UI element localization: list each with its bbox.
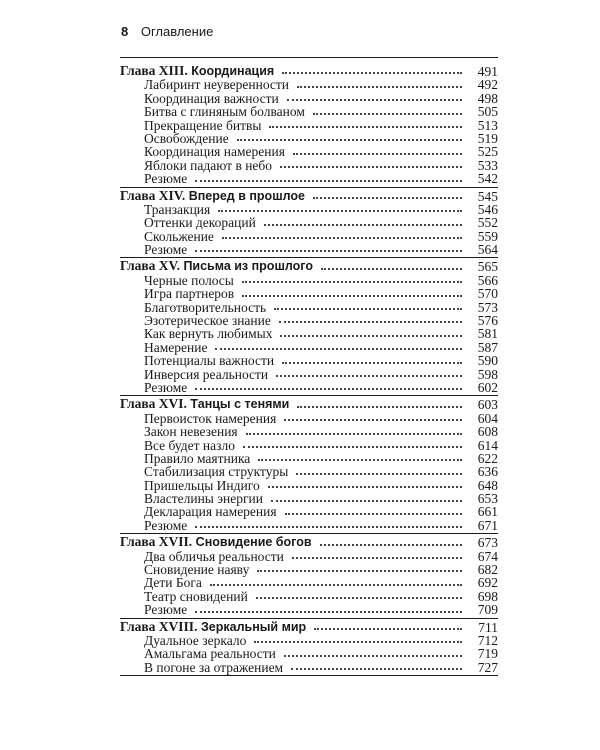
dot-leader [279,321,462,323]
dot-leader [268,486,462,488]
section-entry[interactable] [120,341,498,354]
section-title: Намерение [144,339,208,355]
dot-leader [285,513,462,515]
dot-leader [257,570,462,572]
section-entry[interactable] [120,479,498,492]
chapter-entry[interactable] [120,618,498,635]
section-page-number: 602 [477,379,498,395]
dot-leader [254,641,462,643]
chapter-page-number: 711 [478,619,498,635]
section-entry[interactable] [120,647,498,660]
section-entry[interactable] [120,550,498,563]
section-page-number: 622 [477,450,498,466]
section-entry[interactable] [120,119,498,132]
section-page-number: 570 [477,286,498,302]
chapter-heading [120,535,312,549]
section-title: Лабиринт неуверенности [144,77,290,93]
section-title: Пришельцы Индиго [144,477,260,493]
dot-leader [258,459,462,461]
section-page-number: 564 [477,242,498,258]
section-page-number: 598 [477,366,498,382]
section-title: Два обличья реальности [144,548,284,564]
section-title: Дети Бога [144,575,202,591]
section-title: Декларация намерения [144,504,277,520]
dot-leader [242,295,462,297]
chapter-title: Сновидение богов [195,535,312,550]
section-page-number: 519 [477,130,498,146]
chapter-title: Письма из прошлого [183,259,313,274]
section-page-number: 498 [477,90,498,106]
section-entry[interactable] [120,327,498,340]
chapter-title: Вперед в прошлое [188,188,305,203]
section-entry[interactable] [120,243,498,256]
section-entry[interactable] [120,314,498,327]
dot-leader [297,406,462,408]
section-title: Скольжение [144,228,214,244]
section-page-number: 712 [477,633,498,648]
dot-leader [313,113,462,115]
section-page-number: 492 [477,77,498,93]
chapter-label: Глава XVIII. [120,618,198,634]
section-entry[interactable] [120,230,498,243]
section-entry[interactable] [120,519,498,532]
section-title: Игра партнеров [144,286,235,302]
header-rule [120,57,498,58]
section-page-number: 505 [477,104,498,120]
dot-leader [195,526,462,528]
section-entry[interactable] [120,563,498,576]
section-entry[interactable] [120,159,498,172]
dot-leader [274,308,462,310]
chapter-page-number: 545 [477,188,498,204]
section-title: Дуальное зеркало [144,633,247,648]
dot-leader [280,166,462,168]
section-entry[interactable] [120,506,498,519]
chapter-entry[interactable] [120,260,498,273]
dot-leader [280,335,462,337]
dot-leader [237,139,462,141]
chapter-block [120,260,498,396]
section-title: Транзакция [144,201,211,217]
section-page-number: 576 [477,313,498,329]
section-page-number: 513 [477,117,498,133]
dot-leader [269,126,462,128]
section-entry[interactable] [120,590,498,603]
chapter-title: Зеркальный мир [200,619,307,634]
chapter-entry[interactable] [120,187,498,204]
section-title: Властелины энергии [144,491,263,507]
section-entry[interactable] [120,368,498,381]
section-title: Прекращение битвы [144,117,262,133]
section-title: Координация важности [144,90,279,106]
chapter-entry[interactable] [120,62,498,79]
dot-leader [243,446,462,448]
section-entry[interactable] [120,105,498,118]
section-title: Потенциалы важности [144,353,275,369]
section-entry[interactable] [120,274,498,287]
chapter-heading [120,397,289,411]
section-title: Стабилизация структуры [144,464,289,480]
section-title: Освобождение [144,130,229,146]
section-page-number: 661 [477,504,498,520]
section-entry[interactable] [120,301,498,314]
section-entry[interactable] [120,132,498,145]
section-title: Закон невезения [144,424,238,440]
dot-leader [242,281,462,283]
section-title: Благотворительность [144,299,267,315]
section-entry[interactable] [120,634,498,647]
section-title: Театр сновидений [144,588,248,604]
section-entry[interactable] [120,216,498,229]
section-entry[interactable] [120,661,498,674]
dot-leader [287,99,462,101]
dot-leader [264,224,462,226]
section-page-number: 581 [477,326,498,342]
dot-leader [282,362,462,364]
section-page-number: 573 [477,299,498,315]
chapter-heading [120,259,313,273]
dot-leader [292,557,462,559]
chapter-page-number: 491 [477,63,498,79]
section-page-number: 653 [477,491,498,507]
chapter-page-number: 673 [477,535,498,551]
section-page-number: 648 [477,477,498,493]
section-title: Резюме [144,242,188,258]
chapter-block [120,62,498,188]
chapter-block [120,187,498,259]
section-title: Все будет назло [144,437,235,453]
section-page-number: 698 [477,588,498,604]
chapter-label: Глава XIII. [120,62,188,78]
section-entry[interactable] [120,425,498,438]
dot-leader [195,611,462,613]
section-page-number: 566 [477,272,498,288]
section-entry[interactable] [120,576,498,589]
section-title: Правило маятника [144,450,251,466]
section-page-number: 709 [477,602,498,618]
dot-leader [195,250,462,252]
section-entry[interactable] [120,603,498,616]
table-of-contents [120,62,498,678]
dot-leader [282,72,462,74]
chapter-heading [120,620,306,634]
running-title: Оглавление [140,24,214,39]
section-title: Как вернуть любимых [144,326,273,342]
section-entry[interactable] [120,354,498,367]
dot-leader [296,473,462,475]
section-page-number: 559 [477,228,498,244]
dot-leader [210,584,462,586]
section-entry[interactable] [120,465,498,478]
chapter-title: Танцы с тенями [190,397,290,412]
section-title: Резюме [144,602,188,618]
dot-leader [256,597,462,599]
dot-leader [284,419,462,421]
section-page-number: 604 [477,410,498,426]
section-page-number: 533 [477,157,498,173]
section-page-number: 614 [477,437,498,453]
section-page-number: 692 [477,575,498,591]
chapter-title: Координация [191,63,275,78]
section-page-number: 671 [477,517,498,533]
section-title: Инверсия реальности [144,366,269,382]
section-entry[interactable] [120,287,498,300]
chapter-label: Глава XVII. [120,534,193,550]
chapter-label: Глава XIV. [120,187,186,203]
chapter-entry[interactable] [120,398,498,411]
dot-leader [320,544,462,546]
dot-leader [215,348,462,350]
section-page-number: 682 [477,562,498,578]
section-title: Первоисток намерения [144,410,277,426]
section-page-number: 727 [477,659,498,675]
dot-leader [293,153,462,155]
chapter-heading [120,64,274,78]
section-title: Амальгама реальности [144,646,276,662]
chapter-page-number: 603 [477,397,498,413]
page-number: 8 [121,24,129,39]
dot-leader [313,197,462,199]
section-entry[interactable] [120,439,498,452]
section-page-number: 587 [477,339,498,355]
dot-leader [218,210,462,212]
section-title: Координация намерения [144,144,285,160]
section-page-number: 719 [477,646,498,662]
section-page-number: 636 [477,464,498,480]
chapter-heading [120,189,305,203]
dot-leader [297,86,462,88]
section-entry[interactable] [120,145,498,158]
section-title: В погоне за отражением [144,659,284,675]
section-page-number: 590 [477,353,498,369]
section-title: Черные полосы [144,272,234,288]
chapter-block [120,398,498,534]
section-title: Оттенки декораций [144,215,256,231]
section-title: Яблоки падают в небо [144,157,273,173]
dot-leader [195,180,462,182]
section-title: Резюме [144,517,188,533]
section-entry[interactable] [120,203,498,216]
section-page-number: 674 [477,548,498,564]
section-page-number: 608 [477,424,498,440]
section-page-number: 525 [477,144,498,160]
chapter-entry[interactable] [120,536,498,549]
running-header [121,24,213,40]
dot-leader [276,375,462,377]
dot-leader [314,628,462,630]
section-entry[interactable] [120,78,498,91]
section-title: Резюме [144,379,188,395]
section-page-number: 546 [477,201,498,217]
section-page-number: 552 [477,215,498,231]
section-entry[interactable] [120,381,498,394]
section-title: Сновидение наяву [144,562,250,578]
section-entry[interactable] [120,92,498,105]
chapter-label: Глава XV. [120,258,180,274]
dot-leader [291,668,462,670]
chapter-block [120,536,498,618]
section-entry[interactable] [120,492,498,505]
section-title: Битва с глиняным болваном [144,104,305,120]
section-entry[interactable] [120,172,498,185]
chapter-label: Глава XVI. [120,396,187,412]
dot-leader [246,433,462,435]
dot-leader [321,268,462,270]
section-entry[interactable] [120,452,498,465]
dot-leader [222,237,462,239]
dot-leader [271,500,462,502]
chapter-block [120,618,498,677]
dot-leader [284,655,462,657]
section-title: Резюме [144,171,188,187]
chapter-page-number: 565 [477,259,498,275]
section-title: Эзотерическое знание [144,313,271,329]
section-page-number: 542 [477,171,498,187]
dot-leader [195,388,462,390]
section-entry[interactable] [120,412,498,425]
